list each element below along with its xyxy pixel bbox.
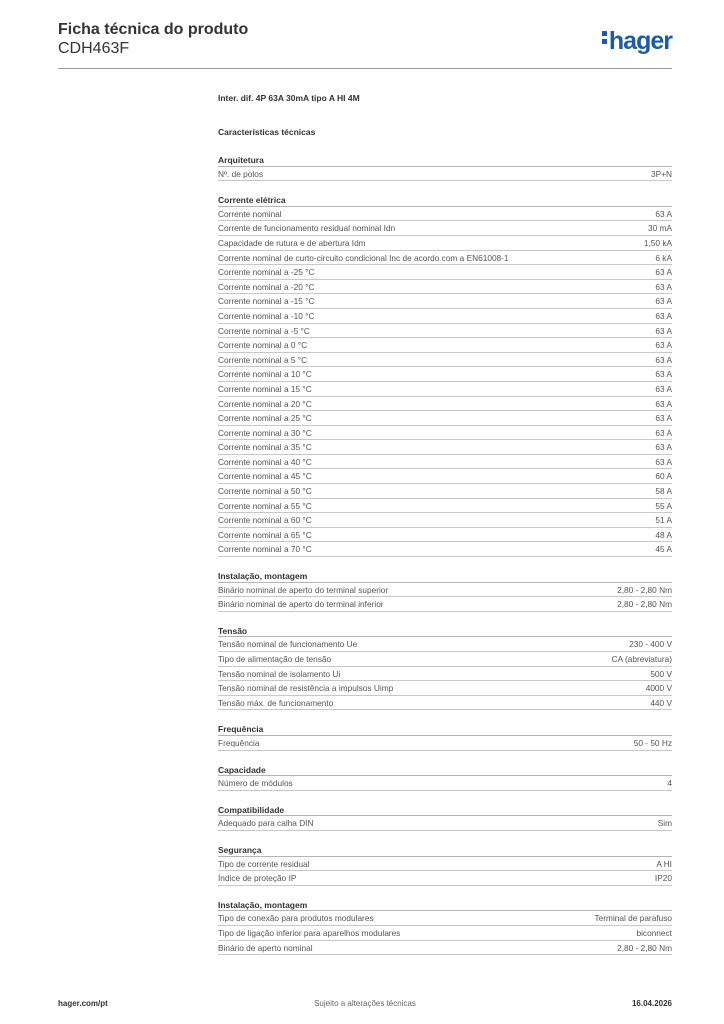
spec-row: [218, 857, 672, 872]
spec-section: [218, 899, 672, 955]
spec-row: [218, 294, 672, 309]
spec-value: IP20: [654, 873, 672, 884]
spec-row: [218, 397, 672, 412]
spec-value: biconnect: [636, 927, 672, 938]
logo-dots-icon: [602, 28, 607, 47]
spec-label: Tensão nominal de resistência a impulsos Uimp: [218, 683, 394, 694]
spec-value: 63 A: [655, 427, 672, 438]
spec-label: Corrente nominal a -20 °C: [218, 281, 315, 292]
footer-website: hager.com/pt: [58, 999, 108, 1008]
spec-row: [218, 207, 672, 222]
spec-value: 60 A: [655, 471, 672, 482]
section-title: Instalação, montagem: [218, 899, 672, 912]
spec-row: [218, 353, 672, 368]
spec-value: 63 A: [655, 208, 672, 219]
spec-row: [218, 367, 672, 382]
spec-row: [218, 221, 672, 236]
spec-label: Tipo de conexão para produtos modulares: [218, 913, 374, 924]
spec-label: Corrente nominal a 35 °C: [218, 442, 312, 453]
spec-label: Binário nominal de aperto do terminal superior: [218, 584, 389, 595]
spec-label: Nº. de polos: [218, 168, 264, 179]
spec-label: Corrente nominal a 15 °C: [218, 383, 312, 394]
spec-row: [218, 167, 672, 182]
spec-row: [218, 513, 672, 528]
spec-row: [218, 911, 672, 926]
header-divider: [58, 68, 672, 69]
footer-date: 16.04.2026: [631, 999, 672, 1008]
spec-section: [218, 804, 672, 831]
spec-value: 3P+N: [651, 168, 672, 179]
spec-label: Corrente nominal a 60 °C: [218, 515, 312, 526]
spec-value: Sim: [657, 818, 672, 829]
spec-row: [218, 542, 672, 557]
spec-value: 500 V: [650, 668, 672, 679]
spec-label: Corrente de funcionamento residual nominal Idn: [218, 223, 396, 234]
spec-label: Binário de aperto nominal: [218, 942, 313, 953]
spec-row: [218, 251, 672, 266]
footer-notice: Sujeito a alterações técnicas: [314, 999, 416, 1008]
spec-section: [218, 194, 672, 557]
spec-value: 55 A: [655, 500, 672, 511]
section-title: Tensão: [218, 625, 672, 638]
spec-value: 48 A: [655, 529, 672, 540]
spec-row: [218, 926, 672, 941]
product-name: Inter. dif. 4P 63A 30mA tipo A HI 4M: [218, 93, 360, 103]
spec-value: 63 A: [655, 340, 672, 351]
spec-value: 63 A: [655, 398, 672, 409]
section-title: Compatibilidade: [218, 804, 672, 817]
spec-label: Corrente nominal a 10 °C: [218, 369, 312, 380]
spec-row: [218, 440, 672, 455]
spec-value: 45 A: [655, 544, 672, 555]
spec-label: Número de módulos: [218, 778, 293, 789]
spec-label: Tensão nominal de isolamento Ui: [218, 668, 341, 679]
spec-section: [218, 844, 672, 886]
spec-value: 63 A: [655, 354, 672, 365]
section-title: Capacidade: [218, 764, 672, 777]
spec-row: [218, 469, 672, 484]
spec-section: [218, 723, 672, 750]
spec-row: [218, 696, 672, 711]
spec-row: [218, 941, 672, 956]
spec-label: Corrente nominal de curto-circuito condicional Inc de acordo com a EN61008-1: [218, 252, 509, 263]
spec-label: Corrente nominal a 20 °C: [218, 398, 312, 409]
spec-label: Corrente nominal a 0 °C: [218, 340, 308, 351]
spec-row: [218, 597, 672, 612]
spec-row: [218, 816, 672, 831]
spec-value: 2,80 - 2,80 Nm: [617, 599, 672, 610]
spec-value: 58 A: [655, 486, 672, 497]
spec-row: [218, 324, 672, 339]
spec-value: 63 A: [655, 325, 672, 336]
spec-section: [218, 625, 672, 711]
spec-row: [218, 338, 672, 353]
spec-value: 63 A: [655, 456, 672, 467]
spec-value: 230 - 400 V: [629, 639, 672, 650]
product-code: CDH463F: [58, 40, 130, 57]
spec-row: [218, 736, 672, 751]
spec-value: 440 V: [650, 697, 672, 708]
spec-row: [218, 637, 672, 652]
spec-value: 4000 V: [645, 683, 672, 694]
spec-label: Corrente nominal a -25 °C: [218, 267, 315, 278]
spec-value: 50 - 50 Hz: [633, 737, 672, 748]
spec-label: Corrente nominal a -15 °C: [218, 296, 315, 307]
spec-row: [218, 265, 672, 280]
spec-row: [218, 426, 672, 441]
spec-row: [218, 667, 672, 682]
document-title: Ficha técnica do produto: [58, 21, 249, 38]
spec-value: 63 A: [655, 310, 672, 321]
spec-value: Terminal de parafuso: [594, 913, 672, 924]
spec-label: Frequência: [218, 737, 260, 748]
spec-value: 63 A: [655, 369, 672, 380]
spec-section: [218, 764, 672, 791]
spec-label: Tipo de ligação inferior para aparelhos modulares: [218, 927, 401, 938]
section-title: Segurança: [218, 844, 672, 857]
spec-row: [218, 681, 672, 696]
spec-value: A HI: [656, 858, 672, 869]
spec-label: Corrente nominal a 25 °C: [218, 413, 312, 424]
spec-row: [218, 484, 672, 499]
spec-value: CA (abreviatura): [611, 654, 672, 664]
spec-label: Corrente nominal a -5 °C: [218, 325, 310, 336]
spec-label: Tipo de alimentação de tensão: [218, 654, 332, 664]
hager-logo: [602, 28, 672, 54]
page-header: [58, 20, 672, 58]
spec-row: [218, 776, 672, 791]
spec-label: Corrente nominal a 50 °C: [218, 486, 312, 497]
spec-label: Corrente nominal a 30 °C: [218, 427, 312, 438]
spec-value: 63 A: [655, 442, 672, 453]
spec-heading: Características técnicas: [218, 127, 316, 137]
spec-row: [218, 236, 672, 251]
spec-label: Tensão máx. de funcionamento: [218, 697, 334, 708]
spec-row: [218, 583, 672, 598]
spec-value: 4: [667, 778, 672, 789]
spec-label: Corrente nominal a 40 °C: [218, 456, 312, 467]
spec-section: [218, 570, 672, 612]
spec-row: [218, 280, 672, 295]
spec-value: 2,80 - 2,80 Nm: [617, 584, 672, 595]
spec-label: Corrente nominal a -10 °C: [218, 310, 315, 321]
spec-row: [218, 652, 672, 667]
spec-value: 6 kA: [655, 252, 672, 263]
spec-value: 63 A: [655, 296, 672, 307]
spec-value: 30 mA: [648, 223, 672, 234]
spec-row: [218, 499, 672, 514]
spec-value: 63 A: [655, 413, 672, 424]
spec-label: Capacidade de rutura e de abertura Idm: [218, 237, 366, 248]
main-content: [218, 93, 672, 955]
spec-value: 63 A: [655, 267, 672, 278]
spec-label: Corrente nominal a 65 °C: [218, 529, 312, 540]
section-title: Arquitetura: [218, 154, 672, 167]
spec-section: [218, 154, 672, 181]
spec-label: Corrente nominal a 55 °C: [218, 500, 312, 511]
spec-label: Tipo de corrente residual: [218, 858, 310, 869]
spec-label: Adequado para calha DIN: [218, 818, 314, 829]
section-title: Instalação, montagem: [218, 570, 672, 583]
spec-value: 51 A: [655, 515, 672, 526]
spec-label: Corrente nominal a 70 °C: [218, 544, 312, 555]
spec-value: 63 A: [655, 281, 672, 292]
spec-label: Binário nominal de aperto do terminal inferior: [218, 599, 384, 610]
spec-label: Corrente nominal a 45 °C: [218, 471, 312, 482]
logo-text: hager: [608, 27, 672, 55]
spec-row: [218, 309, 672, 324]
spec-value: 63 A: [655, 383, 672, 394]
spec-label: Tensão nominal de funcionamento Ue: [218, 639, 358, 650]
spec-row: [218, 455, 672, 470]
spec-label: Corrente nominal: [218, 208, 282, 219]
spec-row: [218, 528, 672, 543]
section-title: Corrente elétrica: [218, 194, 672, 207]
spec-row: [218, 411, 672, 426]
spec-row: [218, 382, 672, 397]
spec-value: 2,80 - 2,80 Nm: [617, 942, 672, 953]
spec-sections: [218, 154, 672, 955]
spec-value: 1,50 kA: [643, 237, 672, 248]
section-title: Frequência: [218, 723, 672, 736]
spec-row: [218, 871, 672, 886]
spec-label: Índice de proteção IP: [218, 873, 297, 884]
spec-label: Corrente nominal a 5 °C: [218, 354, 308, 365]
